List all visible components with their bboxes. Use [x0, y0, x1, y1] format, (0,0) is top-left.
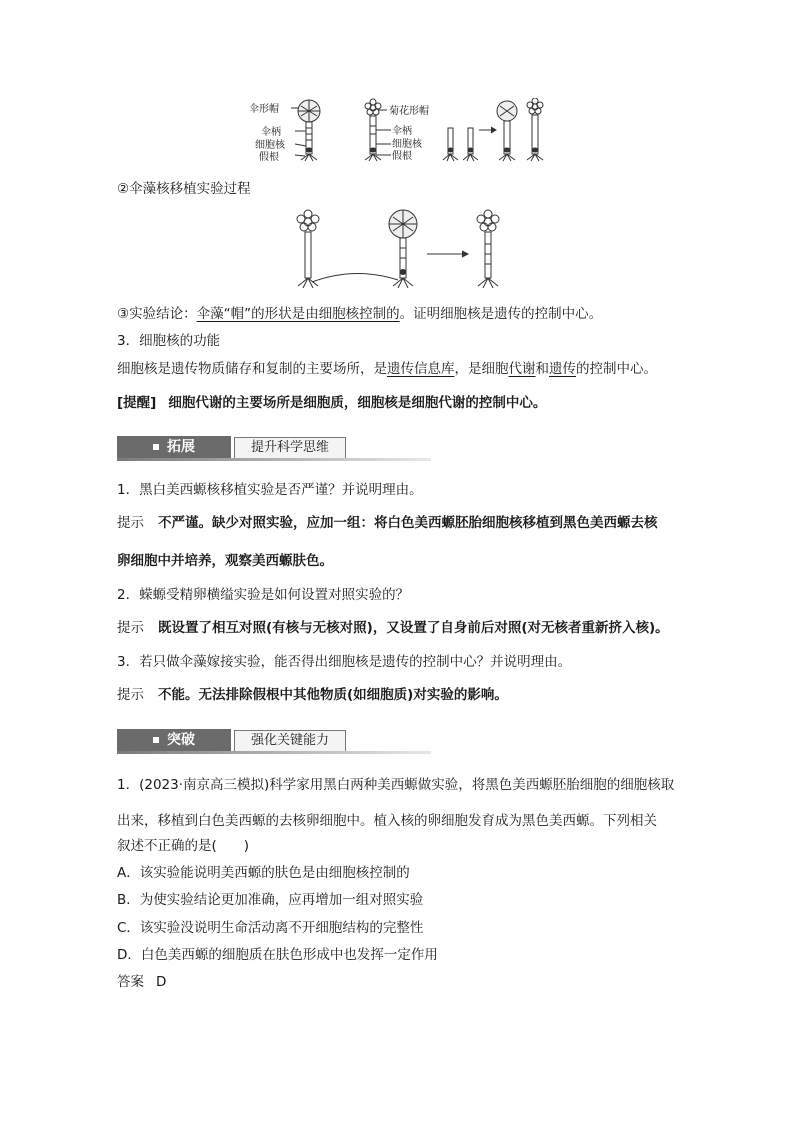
banner-expand-dark: [117, 436, 231, 458]
fig-label-stalk-left: 伞柄: [261, 127, 281, 138]
reminder: [117, 394, 546, 412]
answer: [117, 973, 166, 991]
transplant-figure: [290, 208, 506, 292]
expand-a2-text: 既设置了相互对照(有核与无核对照)，又设置了自身前后对照(对无核者重新挤入核)。: [158, 620, 669, 636]
function-text: [117, 360, 657, 378]
flower-cap-algae: [365, 99, 391, 161]
grafting-results: [497, 98, 543, 161]
expand-a1-text: 不严谨。缺少对照实验，应加一组：将白色美西螈胚胎细胞核移植到黑色美西螈去核: [158, 515, 658, 531]
banner-break-subtitle: 强化关键能力: [234, 730, 346, 752]
option-b: B．为使实验结论更加准确，应再增加一组对照实验: [117, 892, 424, 908]
grafting-figure: [245, 98, 555, 164]
conclusion-suffix: 。证明细胞核是遗传的控制中心。: [399, 306, 603, 322]
conclusion: [117, 305, 602, 323]
banner-break-title: 突破: [167, 732, 195, 748]
expand-q1: 1．黑白美西螈核移植实验是否严谨？并说明理由。: [117, 482, 423, 498]
function-text-gene-library: 遗传信息库: [387, 361, 455, 377]
fig-label-nucleus-left: 细胞核: [255, 140, 285, 151]
umbrella-cap-algae: [291, 100, 320, 161]
banner-expand: [117, 436, 431, 460]
grafted-stalks: [443, 127, 496, 161]
fig-label-umbrella-cap: 伞形帽: [249, 104, 279, 115]
fig-label-rhizoid-left: 假根: [259, 152, 279, 163]
expand-a3-text: 不能。无法排除假根中其他物质(如细胞质)对实验的影响。: [158, 687, 508, 703]
function-text-part2: ，是细胞: [454, 361, 509, 377]
function-text-part3: 和: [535, 361, 549, 377]
function-text-metabolism: 代谢: [508, 361, 536, 377]
expand-q3: 3．若只做伞藻嫁接实验，能否得出细胞核是遗传的控制中心？并说明理由。: [117, 654, 572, 670]
reminder-tag: [提醒]: [117, 395, 157, 411]
transplant-caption: ②伞藻核移植实验过程: [117, 181, 251, 197]
reminder-text: 细胞代谢的主要场所是细胞质，细胞核是细胞代谢的控制中心。: [168, 395, 547, 411]
expand-a2: [117, 619, 669, 637]
question-stem-line3: 叙述不正确的是( ): [117, 838, 250, 854]
conclusion-prefix: ③实验结论：: [117, 306, 197, 322]
expand-q2: 2．蝾螈受精卵横缢实验是如何设置对照实验的？: [117, 587, 410, 603]
fig-label-flower-cap: 菊花形帽: [389, 106, 429, 117]
conclusion-underlined: 伞藻“帽”的形状是由细胞核控制的: [196, 306, 400, 322]
banner-break-dark: [117, 729, 231, 751]
expand-a1-line2: 卵细胞中并培养，观察美西螈肤色。: [117, 553, 333, 569]
question-stem-line1: 1．(2023·南京高三模拟)科学家用黑白两种美西螈做实验，将黑色美西螈胚胎细胞的细胞核取: [117, 777, 675, 793]
function-text-heredity: 遗传: [549, 361, 576, 377]
fig-label-nucleus-right: 细胞核: [392, 139, 422, 150]
expand-a2-tip: 提示: [117, 620, 144, 636]
option-a: A．该实验能说明美西螈的肤色是由细胞核控制的: [117, 865, 410, 881]
function-heading: 3．细胞核的功能: [117, 333, 221, 349]
banner-expand-title: 拓展: [167, 439, 195, 455]
function-text-part4: 的控制中心。: [576, 361, 657, 377]
expand-a3: [117, 686, 508, 704]
answer-label: 答案: [117, 974, 144, 990]
banner-expand-subtitle: 提升科学思维: [234, 437, 346, 459]
option-d: D．白色美西螈的细胞质在肤色形成中也发挥一定作用: [117, 947, 438, 963]
expand-a3-tip: 提示: [117, 687, 144, 703]
banner-break: [117, 729, 431, 753]
option-c: C．该实验没说明生命活动离不开细胞结构的完整性: [117, 920, 424, 936]
answer-value: D: [156, 974, 167, 990]
fig-label-rhizoid-right: 假根: [392, 151, 412, 162]
question-stem-line2: 出来，移植到白色美西螈的去核卵细胞中。植入核的卵细胞发育成为黑色美西螈。下列相关: [117, 813, 657, 829]
fig-label-stalk-right: 伞柄: [392, 126, 412, 137]
expand-a1-tip: 提示: [117, 515, 144, 531]
expand-a1-line1: [117, 514, 658, 532]
function-text-part1: 细胞核是遗传物质储存和复制的主要场所，是: [117, 361, 387, 377]
